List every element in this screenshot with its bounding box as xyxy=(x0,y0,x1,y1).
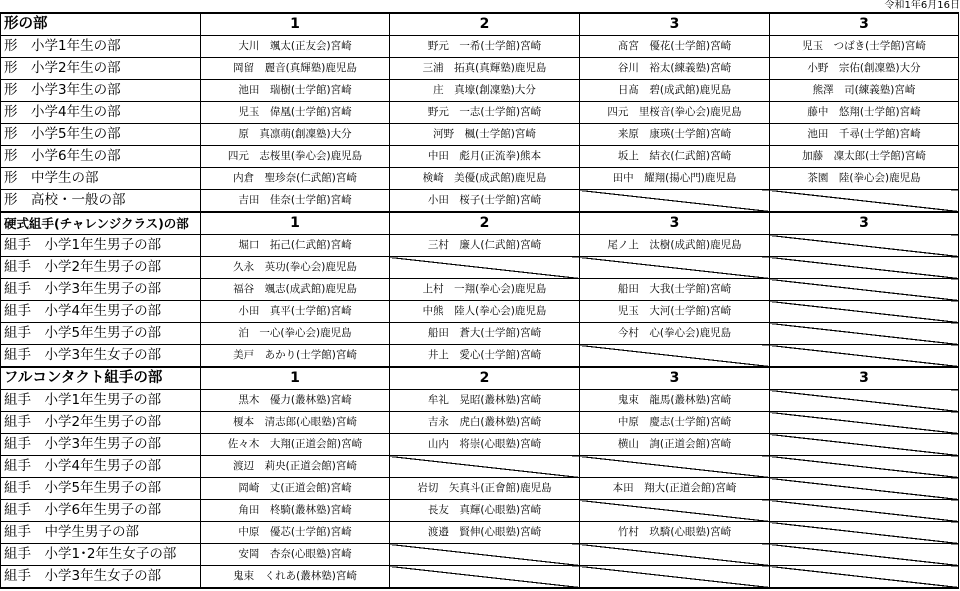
winner-cell: 児玉 偉凰(士学館)宮崎 xyxy=(201,102,390,124)
winner-cell: 泊 一心(拳心会)鹿児島 xyxy=(201,323,390,345)
winner-cell: 上村 一翔(拳心会)鹿児島 xyxy=(390,279,580,301)
category-label: 組手 小学1年生男子の部 xyxy=(1,390,201,412)
place-header: 3 xyxy=(580,212,770,235)
winner-cell: 佐々木 大翔(正道会館)宮崎 xyxy=(201,434,390,456)
empty-cell xyxy=(390,544,580,566)
winner-cell: 岩切 矢真斗(正會館)鹿児島 xyxy=(390,478,580,500)
category-label: 形 高校・一般の部 xyxy=(1,190,201,213)
empty-cell xyxy=(770,323,959,345)
winner-cell: 藤中 悠翔(士学館)宮崎 xyxy=(770,102,959,124)
winner-cell: 熊澤 司(練義塾)宮崎 xyxy=(770,80,959,102)
category-label: 形 小学1年生の部 xyxy=(1,36,201,58)
empty-cell xyxy=(770,257,959,279)
empty-cell xyxy=(770,390,959,412)
table-row xyxy=(1,146,959,168)
winner-cell: 髙宮 優花(士学館)宮崎 xyxy=(580,36,770,58)
place-header: 2 xyxy=(390,367,580,390)
empty-cell xyxy=(390,566,580,589)
winner-cell: 来原 康瑛(士学館)宮崎 xyxy=(580,124,770,146)
empty-cell xyxy=(580,257,770,279)
empty-cell xyxy=(580,544,770,566)
table-row xyxy=(1,478,959,500)
empty-cell xyxy=(770,190,959,213)
winner-cell: 今村 心(拳心会)鹿児島 xyxy=(580,323,770,345)
document-date: 令和1年6月16日 xyxy=(884,0,960,11)
winner-cell: 久永 英功(拳心会)鹿児島 xyxy=(201,257,390,279)
table-row xyxy=(1,345,959,368)
winner-cell: 児玉 つばき(士学館)宮崎 xyxy=(770,36,959,58)
place-header: 3 xyxy=(770,367,959,390)
table-row xyxy=(1,190,959,213)
category-label: 組手 小学4年生男子の部 xyxy=(1,301,201,323)
winner-cell: 長友 真輝(心眼塾)宮崎 xyxy=(390,500,580,522)
winner-cell: 三浦 拓真(真輝塾)鹿児島 xyxy=(390,58,580,80)
category-label: 組手 小学3年生男子の部 xyxy=(1,279,201,301)
table-row xyxy=(1,235,959,257)
place-header: 1 xyxy=(201,367,390,390)
empty-cell xyxy=(770,235,959,257)
table-row xyxy=(1,80,959,102)
section-header xyxy=(1,13,959,36)
winner-cell: 田中 耀翔(揚心門)鹿児島 xyxy=(580,168,770,190)
winner-cell: 児玉 大河(士学館)宮崎 xyxy=(580,301,770,323)
empty-cell xyxy=(770,279,959,301)
empty-cell xyxy=(390,456,580,478)
place-header: 3 xyxy=(770,212,959,235)
winner-cell: 池田 瑞樹(士学館)宮崎 xyxy=(201,80,390,102)
empty-cell xyxy=(770,345,959,368)
winner-cell: 三村 廉人(仁武館)宮崎 xyxy=(390,235,580,257)
table-row xyxy=(1,257,959,279)
empty-cell xyxy=(770,301,959,323)
winner-cell: 中原 慶志(士学館)宮崎 xyxy=(580,412,770,434)
category-label: 組手 小学1･2年生女子の部 xyxy=(1,544,201,566)
winner-cell: 渡辺 莉央(正道会館)宮崎 xyxy=(201,456,390,478)
winner-cell: 河野 楓(士学館)宮崎 xyxy=(390,124,580,146)
category-label: 形 小学4年生の部 xyxy=(1,102,201,124)
winner-cell: 内倉 聖珍奈(仁武館)宮崎 xyxy=(201,168,390,190)
winner-cell: 加藤 凜太郎(士学館)宮崎 xyxy=(770,146,959,168)
table-row xyxy=(1,434,959,456)
winner-cell: 庄 真壕(創凜塾)大分 xyxy=(390,80,580,102)
winner-cell: 堀口 拓己(仁武館)宮崎 xyxy=(201,235,390,257)
table-row xyxy=(1,58,959,80)
category-label: 組手 小学5年生男子の部 xyxy=(1,323,201,345)
place-header: 1 xyxy=(201,13,390,36)
empty-cell xyxy=(770,478,959,500)
winner-cell: 茶園 陸(拳心会)鹿児島 xyxy=(770,168,959,190)
winner-cell: 渡邉 賢伸(心眼塾)宮崎 xyxy=(390,522,580,544)
empty-cell xyxy=(770,544,959,566)
table-row xyxy=(1,456,959,478)
place-header: 2 xyxy=(390,13,580,36)
winner-cell: 竹村 玖騎(心眼塾)宮崎 xyxy=(580,522,770,544)
table-row xyxy=(1,390,959,412)
winner-cell: 安岡 杏奈(心眼塾)宮崎 xyxy=(201,544,390,566)
empty-cell xyxy=(770,412,959,434)
empty-cell xyxy=(580,456,770,478)
section-title: フルコンタクト組手の部 xyxy=(1,367,201,390)
winner-cell: 中田 彪月(正流拳)熊本 xyxy=(390,146,580,168)
winner-cell: 坂上 結衣(仁武館)宮崎 xyxy=(580,146,770,168)
winner-cell: 検崎 美優(成武館)鹿児島 xyxy=(390,168,580,190)
empty-cell xyxy=(770,566,959,589)
winner-cell: 谷川 裕太(練義塾)宮崎 xyxy=(580,58,770,80)
category-label: 形 小学6年生の部 xyxy=(1,146,201,168)
table-row xyxy=(1,323,959,345)
results-body xyxy=(1,13,959,588)
winner-cell: 岡崎 丈(正道会館)宮崎 xyxy=(201,478,390,500)
category-label: 組手 小学5年生男子の部 xyxy=(1,478,201,500)
category-label: 形 中学生の部 xyxy=(1,168,201,190)
winner-cell: 鬼束 龍馬(叢林塾)宮崎 xyxy=(580,390,770,412)
category-label: 組手 小学3年生女子の部 xyxy=(1,566,201,589)
category-label: 組手 小学3年生女子の部 xyxy=(1,345,201,368)
table-row xyxy=(1,301,959,323)
winner-cell: 小田 桜子(士学館)宮崎 xyxy=(390,190,580,213)
place-header: 3 xyxy=(580,367,770,390)
winner-cell: 中熊 陸人(拳心会)鹿児島 xyxy=(390,301,580,323)
winner-cell: 船田 蒼大(士学館)宮崎 xyxy=(390,323,580,345)
empty-cell xyxy=(580,566,770,589)
category-label: 形 小学5年生の部 xyxy=(1,124,201,146)
empty-cell xyxy=(580,500,770,522)
winner-cell: 吉田 佳奈(士学館)宮崎 xyxy=(201,190,390,213)
winner-cell: 福谷 颯志(成武館)鹿児島 xyxy=(201,279,390,301)
winner-cell: 牟礼 晃昭(叢林塾)宮崎 xyxy=(390,390,580,412)
winner-cell: 角田 柊騎(叢林塾)宮崎 xyxy=(201,500,390,522)
table-row xyxy=(1,36,959,58)
winner-cell: 四元 志桜里(拳心会)鹿児島 xyxy=(201,146,390,168)
section-title: 硬式組手(チャレンジクラス)の部 xyxy=(1,212,201,235)
table-row xyxy=(1,544,959,566)
place-header: 3 xyxy=(770,13,959,36)
winner-cell: 池田 千尋(士学館)宮崎 xyxy=(770,124,959,146)
empty-cell xyxy=(390,257,580,279)
winner-cell: 吉永 虎白(叢林塾)宮崎 xyxy=(390,412,580,434)
empty-cell xyxy=(770,522,959,544)
place-header: 3 xyxy=(580,13,770,36)
place-header: 2 xyxy=(390,212,580,235)
winner-cell: 中原 優芯(士学館)宮崎 xyxy=(201,522,390,544)
section-title: 形の部 xyxy=(1,13,201,36)
winner-cell: 美戸 あかり(士学館)宮崎 xyxy=(201,345,390,368)
winner-cell: 小田 真平(士学館)宮崎 xyxy=(201,301,390,323)
winner-cell: 鬼束 くれあ(叢林塾)宮崎 xyxy=(201,566,390,589)
winner-cell: 大川 颯太(正友会)宮崎 xyxy=(201,36,390,58)
table-row xyxy=(1,168,959,190)
category-label: 組手 小学1年生男子の部 xyxy=(1,235,201,257)
results-table xyxy=(0,12,959,589)
winner-cell: 山内 将崇(心眼塾)宮崎 xyxy=(390,434,580,456)
table-row xyxy=(1,566,959,589)
category-label: 形 小学3年生の部 xyxy=(1,80,201,102)
winner-cell: 榎本 清志郎(心眼塾)宮崎 xyxy=(201,412,390,434)
category-label: 組手 小学2年生男子の部 xyxy=(1,257,201,279)
table-row xyxy=(1,124,959,146)
empty-cell xyxy=(580,345,770,368)
winner-cell: 尾ノ上 汰樹(成武館)鹿児島 xyxy=(580,235,770,257)
winner-cell: 日髙 碧(成武館)鹿児島 xyxy=(580,80,770,102)
table-row xyxy=(1,522,959,544)
table-row xyxy=(1,102,959,124)
winner-cell: 井上 愛心(士学館)宮崎 xyxy=(390,345,580,368)
winner-cell: 小野 宗佑(創凜塾)大分 xyxy=(770,58,959,80)
category-label: 形 小学2年生の部 xyxy=(1,58,201,80)
section-header xyxy=(1,212,959,235)
winner-cell: 船田 大我(士学館)宮崎 xyxy=(580,279,770,301)
section-header xyxy=(1,367,959,390)
winner-cell: 横山 詢(正道会館)宮崎 xyxy=(580,434,770,456)
empty-cell xyxy=(770,434,959,456)
winner-cell: 四元 里桜音(拳心会)鹿児島 xyxy=(580,102,770,124)
category-label: 組手 小学4年生男子の部 xyxy=(1,456,201,478)
empty-cell xyxy=(770,456,959,478)
empty-cell xyxy=(770,500,959,522)
table-row xyxy=(1,279,959,301)
table-row xyxy=(1,500,959,522)
category-label: 組手 中学生男子の部 xyxy=(1,522,201,544)
winner-cell: 野元 一希(士学館)宮崎 xyxy=(390,36,580,58)
winner-cell: 黒木 優力(叢林塾)宮崎 xyxy=(201,390,390,412)
table-row xyxy=(1,412,959,434)
category-label: 組手 小学6年生男子の部 xyxy=(1,500,201,522)
category-label: 組手 小学2年生男子の部 xyxy=(1,412,201,434)
winner-cell: 本田 翔大(正道会館)宮崎 xyxy=(580,478,770,500)
winner-cell: 原 真凛萌(創凜塾)大分 xyxy=(201,124,390,146)
empty-cell xyxy=(580,190,770,213)
winner-cell: 野元 一志(士学館)宮崎 xyxy=(390,102,580,124)
winner-cell: 岡留 麗音(真輝塾)鹿児島 xyxy=(201,58,390,80)
category-label: 組手 小学3年生男子の部 xyxy=(1,434,201,456)
place-header: 1 xyxy=(201,212,390,235)
